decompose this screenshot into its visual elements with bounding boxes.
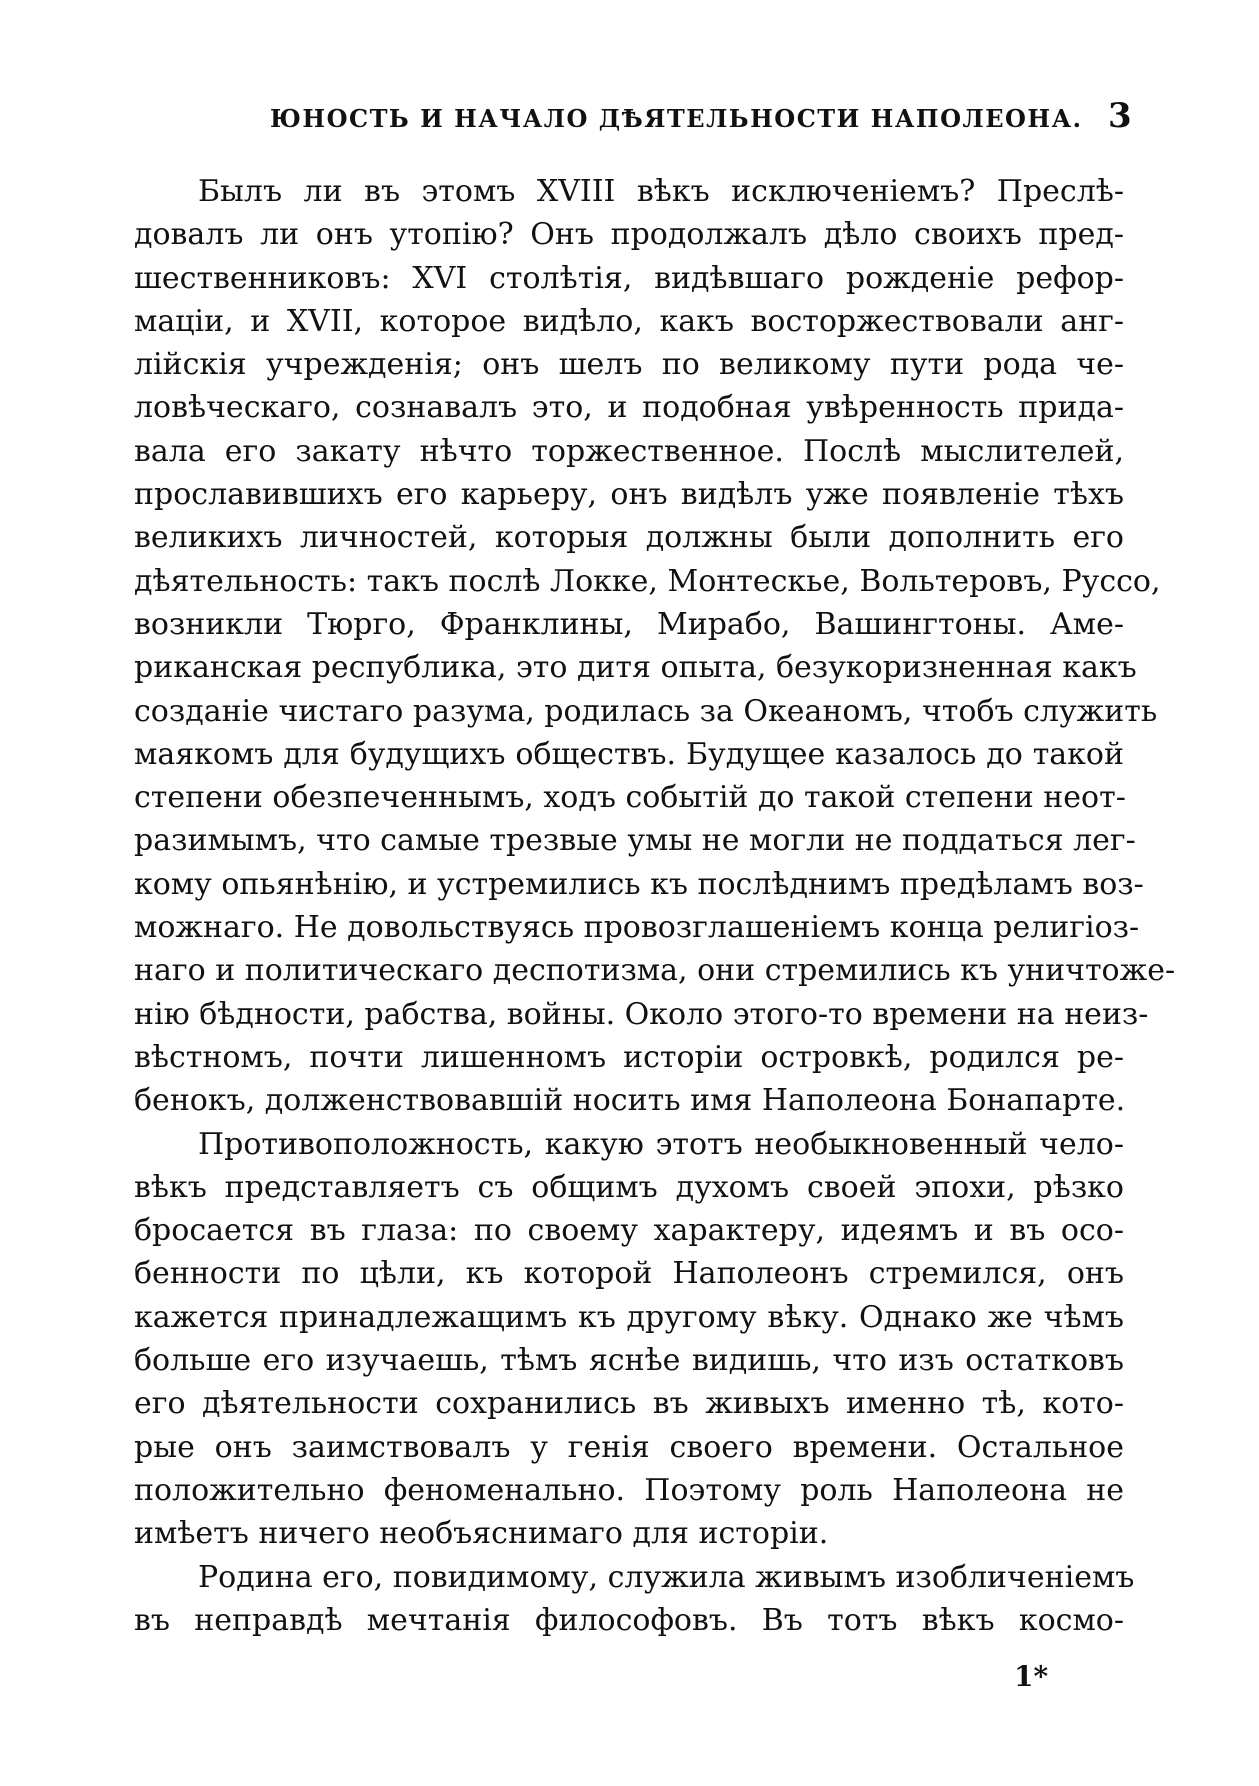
text-line: Родина его, повидимому, служила живымъ изобличеніемъ [198,1559,1135,1595]
text-line: маякомъ для будущихъ обществъ. Будущее казалось до такой [134,736,1124,772]
text-line: созданіе чистаго разума, родилась за Океаномъ, чтобъ служить [134,693,1158,729]
text-line: вѣстномъ, почти лишенномъ исторіи островкѣ, родился ре- [134,1039,1124,1075]
page-number: 3 [1108,96,1132,136]
text-line: Былъ ли въ этомъ XVIII вѣкъ исключеніемъ? Преслѣ- [198,174,1124,209]
text-line: рые онъ заимствовалъ у генія своего времени. Остальное [134,1429,1124,1465]
text-line: вѣкъ представляетъ съ общимъ духомъ своей эпохи, рѣзко [134,1169,1124,1205]
text-line: довалъ ли онъ утопію? Онъ продолжалъ дѣло своихъ пред- [134,217,1124,253]
text-line: ловѣческаго, сознавалъ это, и подобная увѣренность прида- [134,390,1124,426]
text-line: имѣетъ ничего необъяснимаго для исторіи. [134,1516,829,1552]
text-line: его дѣятельности сохранились въ живыхъ именно тѣ, кото- [134,1386,1124,1422]
text-line: риканская республика, это дитя опыта, безукоризненная какъ [134,650,1137,686]
text-line: наго и политическаго деспотизма, они стремились къ уничтоже- [134,953,1176,989]
body-text [134,170,1176,1642]
text-line: Противоположность, какую этотъ необыкновенный чело- [198,1126,1124,1162]
text-line: можнаго. Не довольствуясь провозглашеніемъ конца религіоз- [134,910,1140,946]
text-line: маціи, и XVII, которое видѣло, какъ восторжествовали анг- [134,303,1124,339]
text-line: шественниковъ: XVI столѣтія, видѣвшаго рожденіе рефор- [134,260,1124,296]
text-line: бенности по цѣли, къ которой Наполеонъ стремился, онъ [134,1256,1124,1292]
text-line: нію бѣдности, рабства, войны. Около этого-то времени на неиз- [134,996,1149,1032]
text-line: разимымъ, что самые трезвые умы не могли не поддаться лег- [134,823,1136,859]
text-line: возникли Тюрго, Франклины, Мирабо, Вашингтоны. Аме- [134,606,1124,642]
text-line: кажется принадлежащимъ къ другому вѣку. Однако же чѣмъ [134,1299,1124,1335]
signature-mark: 1* [1014,1660,1049,1693]
text-line: больше его изучаешь, тѣмъ яснѣе видишь, что изъ остатковъ [134,1343,1124,1379]
text-line: положительно феноменально. Поэтому роль Наполеона не [134,1472,1124,1508]
running-title: ЮНОСТЬ И НАЧАЛО ДѢЯТЕЛЬНОСТИ НАПОЛЕОНА. [270,104,1083,133]
text-line: бросается въ глаза: по своему характеру, идеямъ и въ осо- [134,1213,1124,1249]
text-line: дѣятельность: такъ послѣ Локке, Монтескье, Вольтеровъ, Руссо, [134,563,1161,599]
text-line: кому опьянѣнію, и устремились къ послѣднимъ предѣламъ воз- [134,866,1144,902]
text-line: вала его закату нѣчто торжественное. Послѣ мыслителей, [134,433,1124,469]
text-line: степени обезпеченнымъ, ходъ событій до такой степени неот- [134,780,1126,816]
text-line: въ неправдѣ мечтанія философовъ. Въ тотъ вѣкъ космо- [134,1602,1124,1638]
text-line: лійскія учрежденія; онъ шелъ по великому пути рода че- [134,347,1124,383]
text-line: бенокъ, долженствовавшій носить имя Наполеона Бонапарте. [134,1083,1126,1119]
text-line: прославившихъ его карьеру, онъ видѣлъ уже появленіе тѣхъ [134,477,1124,513]
text-line: великихъ личностей, которыя должны были дополнить его [134,520,1124,556]
